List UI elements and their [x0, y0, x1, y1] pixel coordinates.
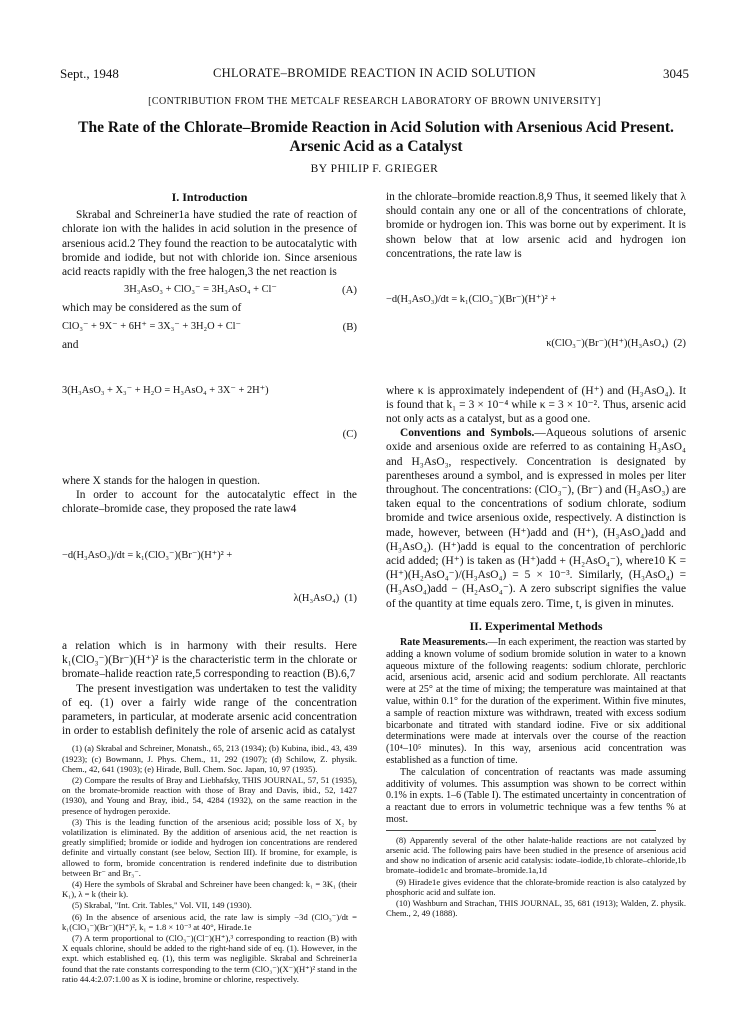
- footnote: (8) Apparently several of the other halate-halide reactions are not catalyzed by arsenic acid. The following pairs have been studied in the presence of arsenious acid and show no indication of arsenic acid catalysis: iodate–iodide,1b chlorate–chloride,1b bromate–iodide1c and bromate–bromide.1a,1d: [386, 834, 686, 876]
- paragraph: where X stands for the halogen in question.: [62, 474, 261, 487]
- paragraph: which may be considered as the sum of: [62, 302, 242, 315]
- equation-text: ClO₃⁻ + 9X⁻ + 6H⁺ = 3X₃⁻ + 3H₂O + Cl⁻: [62, 320, 242, 332]
- paragraph: The calculation of concentration of reactants was made assuming additivity of volumes. This assumption was shown to be correct within 0.1% in expts. 1–6 (Table I). The estimated uncertainty in concentration of a reactant due to errors in volumetric technique was a few tenths % at most.: [386, 766, 686, 826]
- paragraph: Skrabal and Schreiner1a have studied the rate of reaction of chlorate ion with the halides in acid solution in the presence of arsenious acid.2 They found the reaction to be autocatalytic with bromide and iodide, but not with chloride ion. Since arsenious acid reacts rapidly with the free halogen,3 the net reaction is: [62, 209, 357, 279]
- paragraph: and: [62, 338, 79, 351]
- footnotes-right: [386, 835, 686, 919]
- contribution-line: [CONTRIBUTION FROM THE METCALF RESEARCH LABORATORY OF BROWN UNIVERSITY]: [148, 96, 601, 107]
- footnote-rule: [386, 830, 656, 831]
- paragraph: a relation which is in harmony with their results. Here k₁(ClO₃⁻)(Br⁻)(H⁺)² is the characteristic term in the chlorate or bromate–halide reaction rate,5 corresponding to reaction (B).6,7: [62, 639, 357, 681]
- footnote: (1) (a) Skrabal and Schreiner, Monatsh., 65, 213 (1934); (b) Kubina, ibid., 43, 439 (1923); (c) Bowmann, J. Phys. Chem., 11, 292 (1907); (d) Schilow, Z. physik. Chem., 42, 641 (1903); (e) Hirade, Bull. Chem. Soc. Japan, 10, 97 (1935).: [62, 743, 357, 774]
- paragraph: in the chlorate–bromide reaction.8,9 Thus, it seemed likely that λ should contain any one or all of the concentrations of chlorate, bromide or hydrogen ion. This was borne out by experiment. It is shown below that at low arsenic acid and hydrogen ion concentrations, the rate law is: [386, 191, 686, 260]
- equation-text: 3(H₃AsO₃ + X₃⁻ + H₂O = H₃AsO₄ + 3X⁻ + 2H⁺): [62, 385, 269, 397]
- equation-b: [62, 320, 357, 334]
- equation-tag: (B): [342, 320, 357, 333]
- header-date: Sept., 1948: [60, 66, 119, 81]
- right-column: [386, 190, 686, 919]
- footnote: (2) Compare the results of Bray and Liebhafsky, THIS JOURNAL, 57, 51 (1935), on the bromate-bromide reaction with those of Bray and Davis, ibid., 52, 1427 (1930), and Young and Bray, ibid., 54, 4284 (1932), on the same reaction in the presence of hydrogen peroxide.: [62, 774, 357, 816]
- paragraph: The present investigation was undertaken to test the validity of eq. (1) over a fairly wide range of the concentration parameters, in particular, at moderate arsenic acid concentration in order to establish definitely the role of arsenic acid as catalyst: [62, 682, 357, 738]
- paragraph-text: —In each experiment, the reaction was started by adding a known volume of sodium bromide solution in water to a known aqueous mixture of the following reagents: sodium chlorate, perchloric acid, arsenious acid, arsenic acid and sodium perchlorate. All reactants were at 25° at the time of mixing; the temperature was maintained at that value, within 0.1° for the duration of the experiment. Within five minutes, a sample of reaction mixture was withdrawn, treated with excess sodium bicarbonate and titrated with standard iodine. Five or six additional determinations were made at intervals over the course of the reaction (10⁴–10⁵ minutes). In this way, arsenious acid concentration was established as a function of time.: [386, 637, 686, 767]
- footnotes-left: [62, 743, 357, 984]
- paragraph-rate: [386, 637, 686, 767]
- page-number: 3045: [663, 66, 689, 81]
- footnote: (6) In the absence of arsenious acid, the rate law is simply −3d (ClO₃⁻)/dt = k₁(ClO₃⁻)(Br⁻)(H⁺)², k₁ = 1.8 × 10⁻³ at 40°, Hirade.1e: [62, 911, 357, 932]
- article-title: The Rate of the Chlorate–Bromide Reaction in Acid Solution with Arsenious Acid Present. Arsenic Acid as a Catalyst: [78, 119, 674, 155]
- paragraph-conventions: [386, 426, 686, 611]
- run-in-heading: Rate Measurements.: [400, 637, 488, 649]
- run-in-heading: Conventions and Symbols.: [400, 427, 535, 440]
- equation-tag: (A): [342, 284, 357, 297]
- equation-text: λ(H₃AsO₄): [293, 593, 340, 605]
- equation-c: [62, 356, 357, 470]
- footnote: (7) A term proportional to (ClO₃⁻)(Cl⁻)(H⁺),³ corresponding to reaction (B) with X equals chlorine, should be added to the right-hand side of eq. (1). However, in the expt. which established eq. (1), this term was negligible. Skrabal and Schreiner1a found that the rate constants corresponding to the term (ClO₃⁻)(X⁻)(H⁺)² stand in the ratio 44.4:2.07:1.00 as X is iodine, bromine or chlorine, respectively.: [62, 932, 357, 984]
- equation-text: −d(H₃AsO₃)/dt = k₁(ClO₃⁻)(Br⁻)(H⁺)² +: [62, 549, 233, 561]
- footnote: (5) Skrabal, "Int. Crit. Tables," Vol. VII, 149 (1930).: [72, 900, 252, 911]
- equation-text: 3H₃AsO₃ + ClO₃⁻ = 3H₃AsO₄ + Cl⁻: [124, 284, 277, 296]
- equation-a: [62, 283, 357, 297]
- footnote: (10) Washburn and Strachan, THIS JOURNAL, 35, 681 (1913); Walden, Z. physik. Chem., 2, 49 (1888).: [386, 898, 686, 919]
- left-column: [62, 190, 357, 985]
- equation-text: −d(H₃AsO₃)/dt = k₁(ClO₃⁻)(Br⁻)(H⁺)² +: [386, 294, 557, 306]
- paragraph: In order to account for the autocatalytic effect in the chlorate–bromide case, they proposed the rate law4: [62, 488, 357, 516]
- paragraph: where κ is approximately independent of (H⁺) and (H₃AsO₄). It is found that k₁ = 3 × 10⁻⁴ while κ = 3 × 10⁻². Thus, arsenic acid not only acts as a catalyst, but as a good one.: [386, 384, 686, 426]
- running-title: CHLORATE–BROMIDE REACTION IN ACID SOLUTION: [212, 66, 536, 80]
- equation-tag: (1): [344, 592, 357, 605]
- equation-tag: (2): [673, 337, 686, 350]
- section-heading-methods: II. Experimental Methods: [469, 618, 603, 633]
- footnote: (3) This is the leading function of the arsenious acid; possible loss of X₂ by volatilization is eliminated. By the addition of arsenious acid, the net reaction is greatly simplified; bromide or iodide and hydrogen ion concentrations are rendered definite and virtually constant (see below, Section III). If bromine, for example, is allowed to form, bromide concentration is rendered indefinite due to distribution between Br⁻ and Br₃⁻.: [62, 816, 357, 878]
- equation-1: [62, 520, 357, 635]
- footnote: (4) Here the symbols of Skrabal and Schreiner have been changed: k₁ = 3K₁ (their K₁), λ = k (their k).: [62, 878, 357, 900]
- paragraph-text: —Aqueous solutions of arsenic oxide and arsenious oxide are referred to as containing H₃AsO₄ and H₃AsO₃, respectively. Concentration is designated by parentheses around a symbol, and is expressed in moles per liter throughout. The concentrations: (ClO₃⁻), (Br⁻) and (H₃AsO₃) are taken equal to the concentrations of sodium chlorate, sodium bromide and twice arsenious oxide, respectively. A distinction is made, however, between (H⁺)add and (H⁺), (H₃AsO₄)add and (H₃AsO₄). (H⁺)add is equal to the concentration of perchloric acid added; (H⁺) is taken as (H⁺)add + (H₂AsO₄⁻), where10 K = (H⁺)(H₂AsO₄⁻)/(H₃AsO₄) = 5 × 10⁻³. Similarly, (H₃AsO₄) = (H₃AsO₄)add − (H₂AsO₄⁻). A zero subscript signifies the value of the quantity at time equals zero. Time, t, is given in minutes.: [386, 427, 687, 610]
- equation-text: κ(ClO₃⁻)(Br⁻)(H⁺)(H₃AsO₄): [546, 338, 669, 350]
- section-heading-introduction: I. Introduction: [171, 190, 248, 204]
- author-byline: BY PHILIP F. GRIEGER: [310, 163, 439, 175]
- equation-2: [386, 265, 686, 380]
- footnote: (9) Hirade1e gives evidence that the chlorate-bromide reaction is also catalyzed by phosphoric acid and sulfate ion.: [386, 876, 686, 897]
- equation-tag: (C): [342, 428, 357, 441]
